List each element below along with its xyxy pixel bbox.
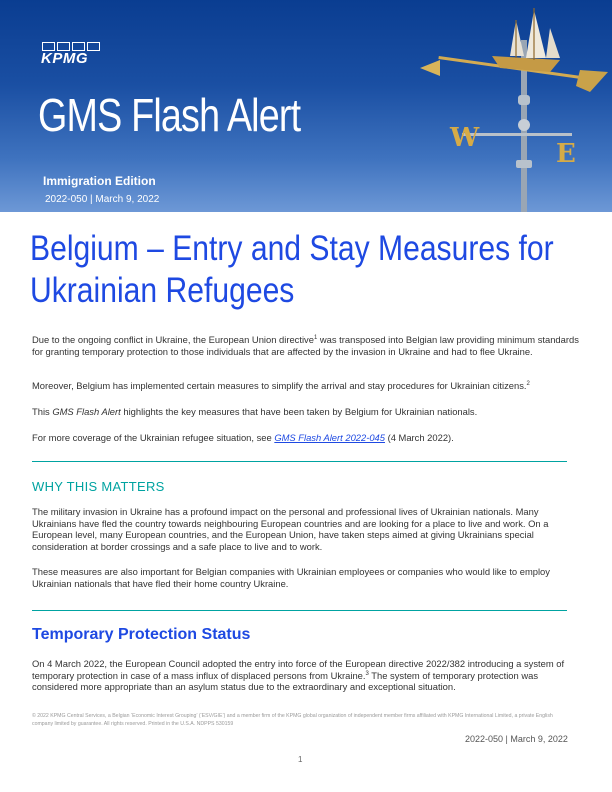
section-divider bbox=[32, 461, 567, 462]
why-heading: WHY THIS MATTERS bbox=[32, 479, 165, 494]
article-title: Belgium – Entry and Stay Measures for Ukrainian Refugees bbox=[30, 229, 554, 310]
tps-paragraph-1 bbox=[32, 658, 580, 693]
svg-text:E: E bbox=[556, 139, 576, 169]
intro-p3-before: This bbox=[32, 406, 53, 417]
flash-alert-link[interactable]: GMS Flash Alert 2022-045 bbox=[274, 432, 385, 443]
intro-p3-after: highlights the key measures that have been taken by Belgium for Ukrainian nationals. bbox=[120, 406, 478, 417]
intro-p1-text-cont: was transposed into Belgian law providing minimum standards for granting temporary protection to those individuals that are affected by the invasion in Ukraine and had to flee Ukraine. bbox=[32, 334, 579, 357]
intro-p4-after: (4 March 2022). bbox=[384, 432, 454, 443]
tps-p1-text-cont: The system of temporary protection was considered more appropriate than an asylum status due to the extraordinary and exceptional situation. bbox=[32, 669, 539, 692]
footnote-ref: 2 bbox=[526, 380, 530, 387]
weather-vane-icon bbox=[400, 0, 612, 212]
intro-paragraph-3 bbox=[32, 406, 580, 418]
header-banner bbox=[0, 0, 612, 212]
footnote-ref: 3 bbox=[365, 670, 369, 677]
svg-text:W: W bbox=[450, 123, 480, 153]
why-paragraph-2: These measures are also important for Belgian companies with Ukrainian employees or companies who would like to employ Ukrainian nationals that have fled their home country Ukraine. bbox=[32, 566, 550, 589]
intro-p1-text: Due to the ongoing conflict in Ukraine, the European Union directive bbox=[32, 334, 314, 345]
intro-paragraph-4 bbox=[32, 432, 580, 444]
legal-notice: © 2022 KPMG Central Services, a Belgian ‘Economic Interest Grouping’ (‘ESV/GIE’) and a member firm of the KPMG global organization of independent member firms affiliated with KPMG International Limited, a private English company limited by guarantee. All rights reserved. Printed in the U.S.A. NDPPS 530159 bbox=[32, 713, 553, 727]
intro-p3-italic: GMS Flash Alert bbox=[52, 406, 121, 417]
intro-paragraph-2 bbox=[32, 380, 580, 392]
kpmg-logo-text: KPMG bbox=[41, 50, 88, 67]
intro-paragraph-1 bbox=[32, 334, 580, 357]
issue-date: 2022-050 | March 9, 2022 bbox=[45, 194, 160, 205]
page-number: 1 bbox=[298, 755, 303, 764]
tps-heading: Temporary Protection Status bbox=[32, 626, 251, 643]
intro-p2-text: Moreover, Belgium has implemented certain measures to simplify the arrival and stay procedures for Ukrainian citizens. bbox=[32, 380, 527, 391]
why-paragraph-1: The military invasion in Ukraine has a profound impact on the personal and professional lives of Ukrainian nationals. Many Ukrainians have fled the country towards neighbouring European countries and are looking for a place to live and work. On a European level, many European countries, and the European Union, have taken steps aimed at giving Ukrainians special consideration at border crossings and a safe place to live and to work. bbox=[32, 506, 549, 552]
section-divider bbox=[32, 610, 567, 611]
footer-date: 2022-050 | March 9, 2022 bbox=[465, 734, 568, 744]
tps-p1-text: On 4 March 2022, the European Council adopted the entry into force of the European directive 2022/382 introducing a system of temporary protection in case of a mass influx of displaced persons from Ukraine. bbox=[32, 658, 565, 681]
footnote-ref: 1 bbox=[313, 334, 318, 341]
edition-label: Immigration Edition bbox=[43, 174, 156, 188]
banner-title: GMS Flash Alert bbox=[38, 89, 301, 141]
intro-p4-before: For more coverage of the Ukrainian refugee situation, see bbox=[32, 432, 275, 443]
